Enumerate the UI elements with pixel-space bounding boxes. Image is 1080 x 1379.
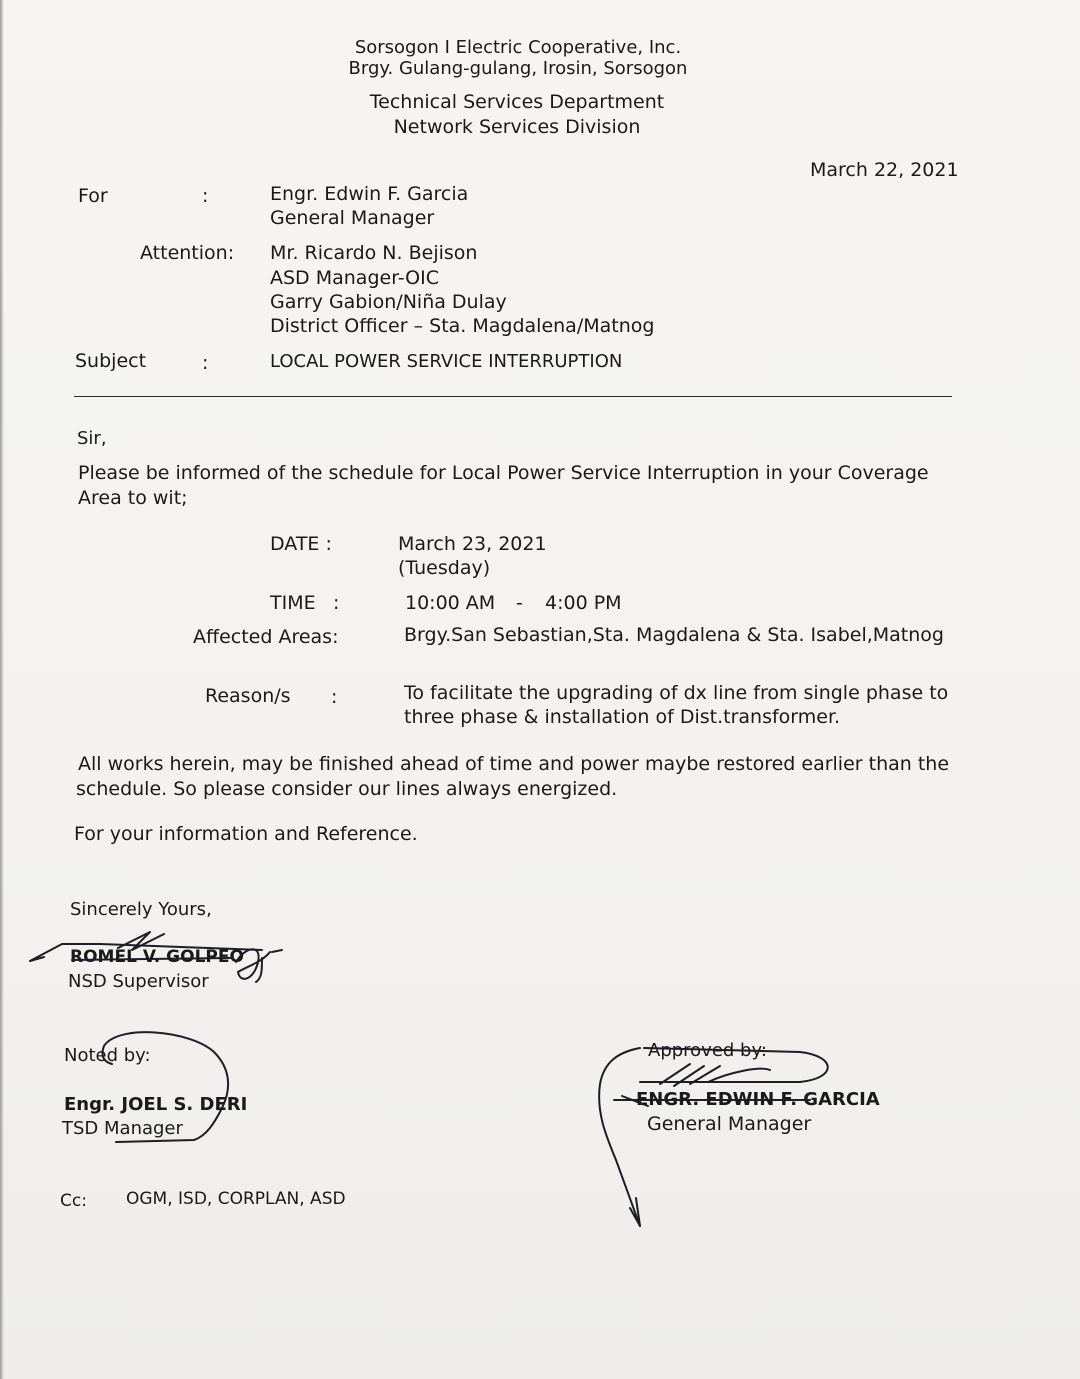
schedule-time-dash: -	[516, 592, 523, 614]
schedule-day-value: (Tuesday)	[398, 557, 491, 579]
attention-line-4: District Officer – Sta. Magdalena/Matnog	[270, 315, 655, 337]
attention-line-2: ASD Manager-OIC	[270, 267, 440, 289]
memo-date: March 22, 2021	[810, 159, 959, 181]
header-divider	[74, 396, 952, 397]
attention-line-1: Mr. Ricardo N. Bejison	[270, 242, 478, 264]
reason-colon: :	[331, 686, 338, 708]
approved-name: ENGR. EDWIN F. GARCIA	[636, 1089, 880, 1110]
schedule-time-label: TIME	[270, 592, 316, 614]
salutation: Sir,	[77, 428, 107, 449]
affected-areas-label: Affected Areas:	[193, 626, 339, 648]
subject-label: Subject	[75, 350, 147, 372]
schedule-time-colon: :	[333, 592, 340, 614]
sender-name: ROMEL V. GOLPEO	[70, 947, 244, 967]
intro-line-1: Please be informed of the schedule for Local Power Service Interruption in your Coverage	[78, 462, 929, 484]
schedule-time-end: 4:00 PM	[545, 592, 622, 614]
for-title: General Manager	[270, 207, 435, 229]
affected-areas-value: Brgy.San Sebastian,Sta. Magdalena & Sta. Isabel,Matnog	[404, 624, 944, 646]
noted-title: TSD Manager	[62, 1118, 183, 1139]
sender-title: NSD Supervisor	[68, 971, 209, 992]
approved-signature	[599, 1048, 828, 1226]
intro-line-2: Area to wit;	[78, 487, 188, 509]
page-edge-shadow	[0, 0, 4, 1379]
schedule-date-value: March 23, 2021	[398, 533, 547, 555]
subject-text: LOCAL POWER SERVICE INTERRUPTION	[270, 351, 623, 372]
department-name: Technical Services Department	[369, 91, 665, 113]
closing-salutation: Sincerely Yours,	[70, 899, 212, 920]
notice-line-1: All works herein, may be finished ahead of time and power maybe restored earlier than the	[78, 753, 950, 775]
reason-label: Reason/s	[205, 685, 291, 707]
approved-label: Approved by:	[648, 1040, 767, 1061]
noted-name: Engr. JOEL S. DERI	[64, 1094, 248, 1115]
notice-line-2: schedule. So please consider our lines always energized.	[76, 778, 618, 800]
attention-label: Attention:	[140, 242, 235, 264]
schedule-time-start: 10:00 AM	[405, 592, 496, 614]
reason-line-2: three phase & installation of Dist.transformer.	[404, 706, 841, 728]
noted-label: Noted by:	[64, 1045, 151, 1066]
for-colon: :	[202, 185, 209, 207]
reason-line-1: To facilitate the upgrading of dx line from single phase to	[404, 682, 949, 704]
for-name: Engr. Edwin F. Garcia	[270, 183, 469, 205]
subject-colon: :	[202, 352, 209, 374]
attention-line-3: Garry Gabion/Niña Dulay	[270, 291, 507, 313]
closing-note: For your information and Reference.	[74, 823, 418, 845]
for-label: For	[78, 185, 108, 207]
approved-title: General Manager	[647, 1113, 812, 1135]
schedule-date-label: DATE :	[270, 533, 332, 555]
cc-label: Cc:	[60, 1191, 87, 1211]
cc-recipients: OGM, ISD, CORPLAN, ASD	[126, 1189, 346, 1209]
org-address: Brgy. Gulang-gulang, Irosin, Sorsogon	[348, 58, 688, 79]
org-name: Sorsogon I Electric Cooperative, Inc.	[354, 37, 682, 58]
division-name: Network Services Division	[393, 116, 641, 138]
